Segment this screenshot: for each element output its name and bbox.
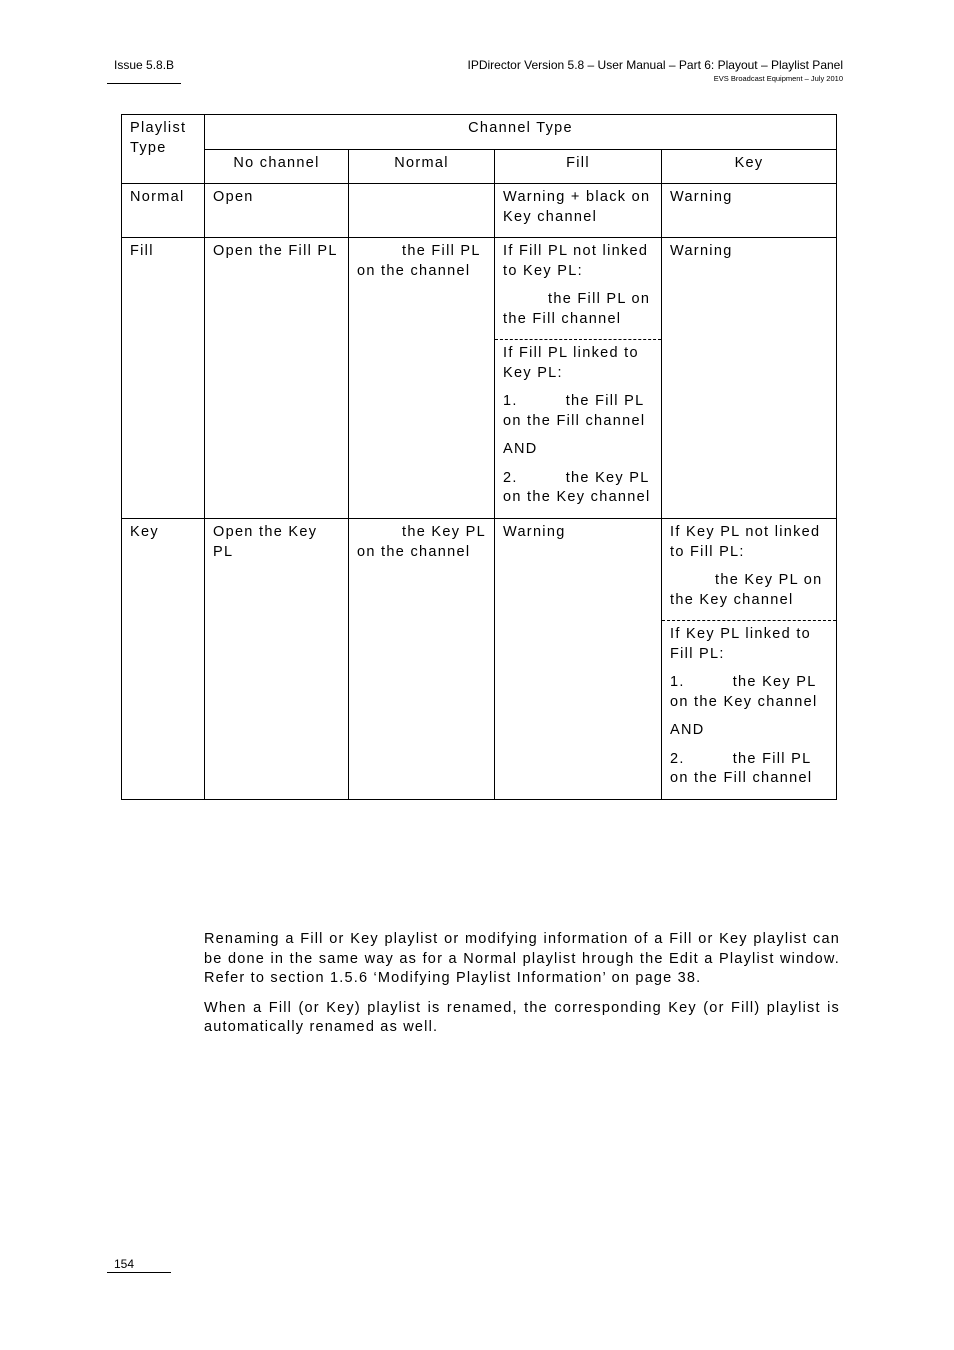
fill-linked-step1: the Fill PL on the Fill channel	[503, 393, 646, 429]
row-normal-fill: Warning + black on Key channel	[495, 184, 662, 238]
fill-linked-condition: If Fill PL linked to Key PL:	[503, 345, 639, 381]
footer-rule	[107, 1272, 171, 1273]
row-fill-normal	[349, 238, 495, 519]
header-fill: Fill	[495, 150, 662, 184]
key-linked-step1-number: 1.	[670, 674, 685, 690]
header-no-channel: No channel	[205, 150, 349, 184]
row-key-no-channel: Open the Key PL	[205, 519, 349, 800]
row-key-type: Key	[122, 519, 205, 800]
row-fill-key: Warning	[662, 238, 837, 519]
fill-not-linked-block	[495, 238, 661, 339]
playlist-channel-table	[121, 114, 837, 800]
page-number: 154	[114, 1257, 135, 1271]
key-linked-condition: If Key PL linked to Fill PL:	[670, 626, 812, 662]
fill-not-linked-condition: If Fill PL not linked to Key PL:	[503, 243, 649, 279]
key-linked-block	[662, 620, 836, 794]
fill-not-linked-action: the Fill PL on the Fill channel	[503, 291, 651, 327]
key-not-linked-condition: If Key PL not linked to Fill PL:	[670, 524, 821, 560]
header-title: IPDirector Version 5.8 – User Manual – Part 6: Playout – Playlist Panel	[467, 58, 843, 72]
row-normal-normal	[349, 184, 495, 238]
table-row-fill	[122, 238, 837, 519]
header-channel-type: Channel Type	[205, 115, 837, 150]
key-linked-and: AND	[670, 722, 705, 738]
row-normal-type: Normal	[122, 184, 205, 238]
header-key: Key	[662, 150, 837, 184]
key-linked-step2-number: 2.	[670, 750, 685, 767]
header-issue: Issue 5.8.B	[114, 58, 175, 72]
row-normal-key: Warning	[662, 184, 837, 238]
row-fill-no-channel: Open the Fill PL	[205, 238, 349, 519]
table-row-normal	[122, 184, 837, 238]
row-fill-fill	[495, 238, 662, 519]
fill-linked-block	[495, 339, 661, 513]
header-normal: Normal	[349, 150, 495, 184]
fill-linked-step2: the Key PL on the Key channel	[503, 469, 651, 505]
fill-linked-step1-number: 1.	[503, 393, 518, 409]
fill-linked-step2-number: 2.	[503, 469, 518, 486]
header-playlist-type: Playlist Type	[122, 115, 205, 184]
table-row-key	[122, 519, 837, 800]
key-linked-step2: the Fill PL on the Fill channel	[670, 750, 813, 786]
row-key-normal-text: the Key PL on the channel	[357, 524, 486, 560]
row-key-normal	[349, 519, 495, 800]
row-normal-no-channel: Open	[205, 184, 349, 238]
key-not-linked-block	[662, 519, 836, 620]
row-fill-type: Fill	[122, 238, 205, 519]
body-text	[204, 930, 840, 1048]
header-subtitle: EVS Broadcast Equipment – July 2010	[713, 74, 843, 83]
row-key-key	[662, 519, 837, 800]
row-key-fill: Warning	[495, 519, 662, 800]
header-rule	[107, 83, 181, 84]
body-paragraph-1: Renaming a Fill or Key playlist or modifying information of a Fill or Key playlist can be done in the same way as for a Normal playlist hrough the Edit a Playlist window. Refer to section 1.5.6 ‘Modifying Playlist Information’ on page 38.	[204, 931, 840, 986]
key-linked-step1: the Key PL on the Key channel	[670, 674, 818, 710]
body-paragraph-2: When a Fill (or Key) playlist is renamed, the corresponding Key (or Fill) playlist is automatically renamed as well.	[204, 999, 840, 1035]
fill-linked-and: AND	[503, 441, 538, 457]
row-fill-normal-text: the Fill PL on the channel	[357, 243, 481, 279]
key-not-linked-action: the Key PL on the Key channel	[670, 572, 823, 608]
